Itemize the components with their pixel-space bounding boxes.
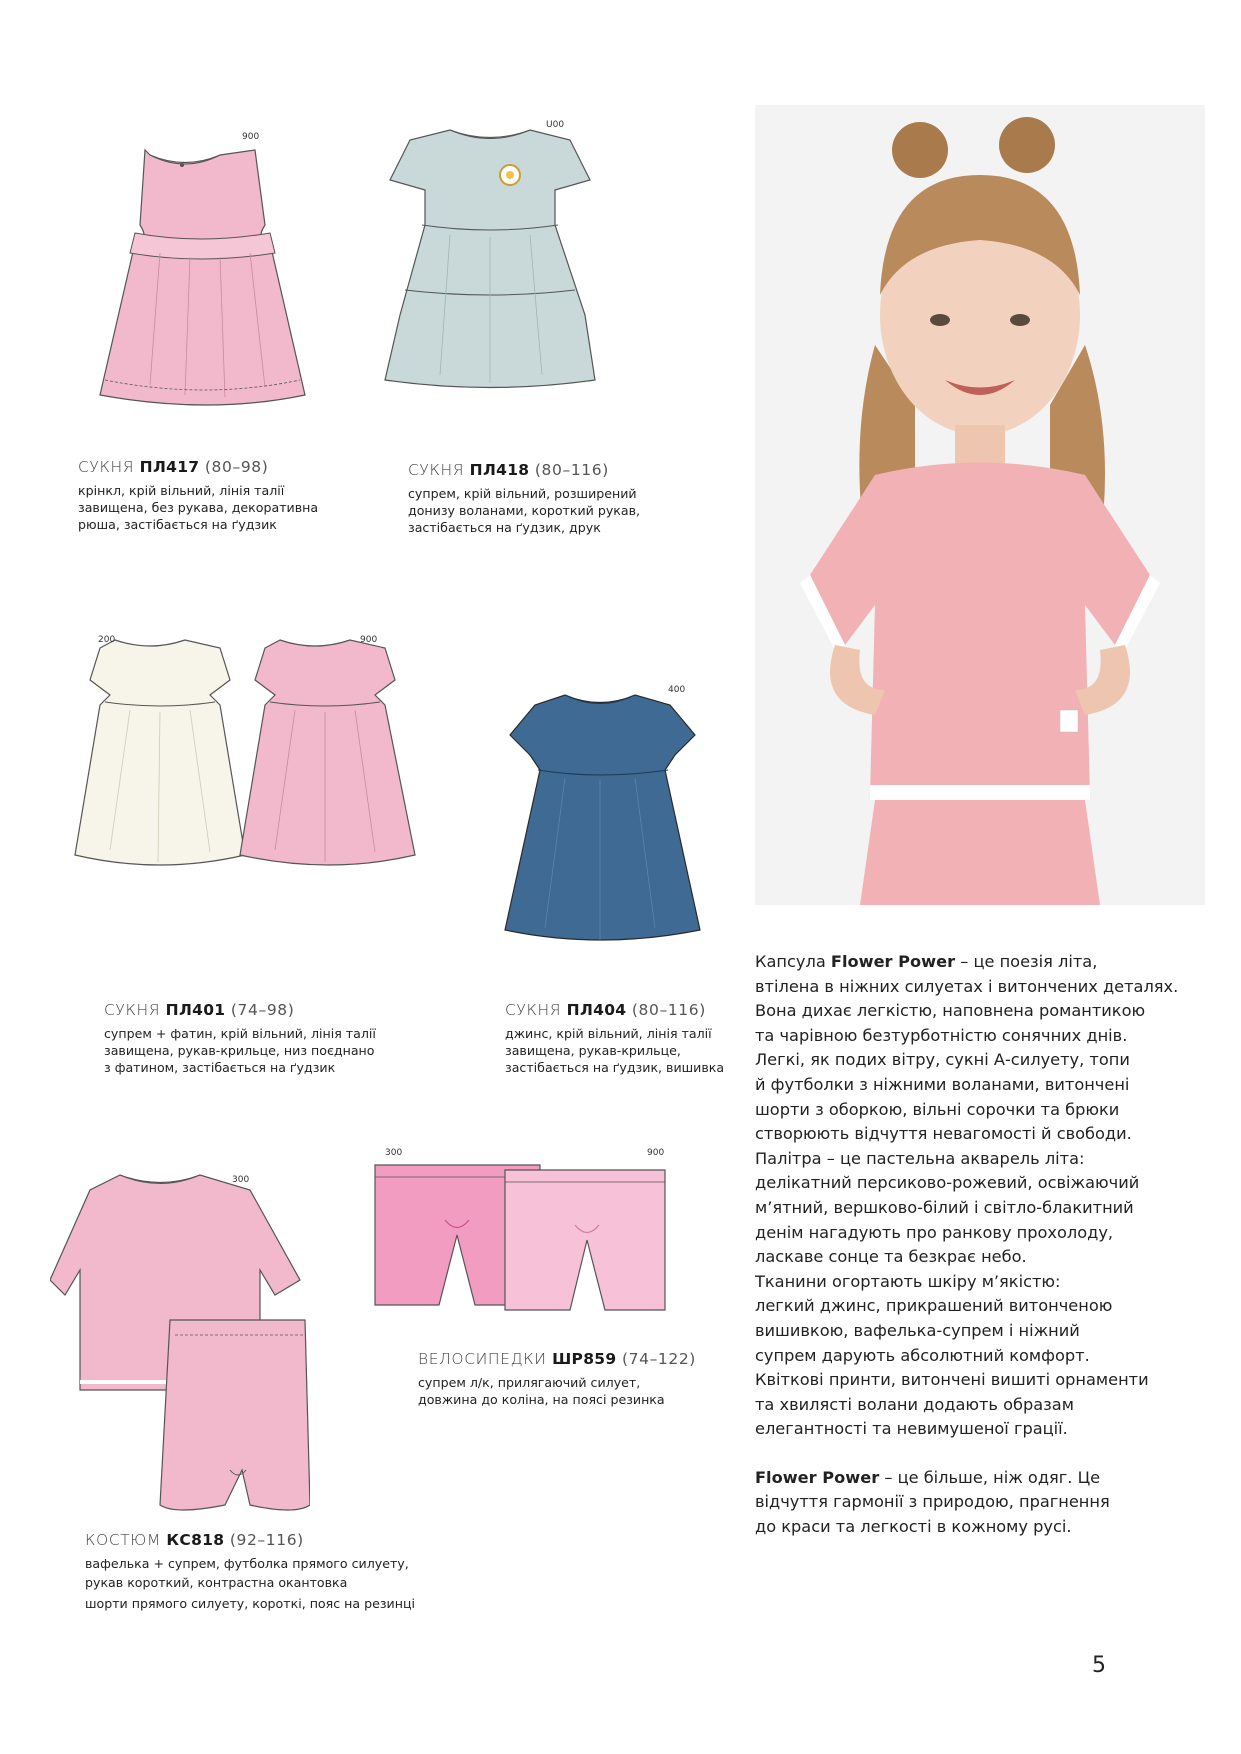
brand-name: Flower Power	[755, 1467, 880, 1487]
product-code: ПЛ417	[139, 458, 200, 476]
story-line: легкий джинс, прикрашений витонченою	[755, 1296, 1113, 1316]
sketch-suit-ks818	[50, 1170, 310, 1525]
desc-line: джинс, крій вільний, лінія талії	[505, 1026, 712, 1041]
paragraph-gap	[755, 1442, 1205, 1466]
brand-name: Flower Power	[830, 952, 956, 971]
story-line: Легкі, як подих вітру, сукні А-силуету, топи	[755, 1050, 1130, 1070]
desc-line: застібається на ґудзик, вишивка	[505, 1060, 725, 1075]
product-sizes: (80–116)	[631, 1001, 706, 1019]
sketch-dress-pl418	[370, 115, 610, 395]
story-line: супрем дарують абсолютний комфорт.	[755, 1345, 1090, 1365]
desc-line: донизу воланами, короткий рукав,	[408, 503, 641, 518]
desc-line: довжина до коліна, на поясі резинка	[418, 1392, 665, 1407]
product-caption-pl404	[505, 1001, 724, 1076]
desc-line: рукав короткий, контрастна окантовка	[85, 1574, 348, 1590]
girl-photo-illustration	[755, 105, 1205, 905]
product-code: ПЛ418	[469, 461, 530, 479]
size-tag: 300	[385, 1148, 403, 1158]
product-caption-pl401	[104, 1001, 376, 1076]
story-line: Вона дихає легкістю, наповнена романтикою	[755, 1001, 1146, 1021]
size-tag: 400	[668, 685, 686, 695]
product-description	[78, 482, 318, 533]
product-name: СУКНЯ	[78, 458, 135, 476]
story-line: денім нагадують про ранкову прохолоду,	[755, 1222, 1114, 1242]
product-name: КОСТЮМ	[85, 1531, 161, 1549]
capsule-description	[755, 950, 1205, 1540]
product-code: КС818	[166, 1531, 225, 1549]
product-title	[78, 458, 318, 476]
desc-line: застібається на ґудзик, друк	[408, 520, 601, 535]
product-name: СУКНЯ	[505, 1001, 562, 1019]
sketch-dress-pl404	[500, 680, 710, 955]
sketch-shorts-shr859	[365, 1125, 685, 1325]
story-line: та хвилясті волани додають образам	[755, 1394, 1074, 1414]
product-caption-shr859	[418, 1350, 696, 1408]
story-line: створюють відчуття невагомості й свободи.	[755, 1124, 1132, 1144]
product-caption-pl418	[408, 461, 640, 536]
story-line: ласкаве сонце та безкрає небо.	[755, 1247, 1027, 1267]
product-sizes: (74–122)	[622, 1350, 696, 1368]
size-tag: 900	[360, 635, 378, 645]
size-tag: 300	[232, 1175, 250, 1185]
story-line: й футболки з ніжними воланами, витончені	[755, 1074, 1130, 1094]
story-line: м’ятний, вершково-білий і світло-блакитний	[755, 1197, 1134, 1217]
story-line: делікатний персиково-рожевий, освіжаючий	[755, 1173, 1140, 1193]
size-tag: 200	[98, 635, 116, 645]
sketch-dress-pl417	[90, 125, 315, 430]
product-code: ШР859	[552, 1350, 617, 1368]
story-line: Палітра – це пастельна акварель літа:	[755, 1148, 1085, 1168]
story-text: Капсула	[755, 952, 831, 971]
product-caption-pl417	[78, 458, 318, 533]
desc-line: супрем л/к, прилягаючий силует,	[418, 1375, 641, 1390]
story-line: Квіткові принти, витончені вишиті орнаменти	[755, 1370, 1149, 1390]
product-description	[85, 1555, 415, 1614]
desc-line: шорти прямого силуету, короткі, пояс на резинці	[85, 1596, 416, 1611]
page-number: 5	[1092, 1653, 1106, 1678]
desc-line: завищена, рукав-крильце,	[505, 1043, 681, 1058]
product-title	[85, 1531, 415, 1549]
product-title	[104, 1001, 376, 1019]
product-sizes: (92–116)	[229, 1531, 304, 1549]
desc-line: вафелька + супрем, футболка прямого силуету,	[85, 1556, 409, 1571]
product-description	[104, 1025, 376, 1076]
product-name: СУКНЯ	[408, 461, 465, 479]
story-line	[755, 1466, 1205, 1491]
story-line: до краси та легкості в кожному русі.	[755, 1517, 1072, 1537]
product-name: ВЕЛОСИПЕДКИ	[418, 1350, 547, 1368]
product-name: СУКНЯ	[104, 1001, 161, 1019]
story-text: – це поезія літа,	[955, 952, 1098, 971]
story-text: – це більше, ніж одяг. Це	[879, 1467, 1101, 1487]
desc-line: завищена, рукав-крильце, низ поєднано	[104, 1043, 375, 1058]
story-line: шорти з оборкою, вільні сорочки та брюки	[755, 1099, 1120, 1119]
desc-line: супрем, крій вільний, розширений	[408, 486, 637, 501]
product-sizes: (80–98)	[204, 458, 269, 476]
desc-line: крінкл, крій вільний, лінія талії	[78, 483, 285, 498]
desc-line: супрем + фатин, крій вільний, лінія талії	[104, 1026, 376, 1041]
story-line: відчуття гармонії з природою, прагнення	[755, 1492, 1110, 1512]
story-line: Тканини огортають шкіру м’якістю:	[755, 1271, 1061, 1291]
story-line: елегантності та невимушеної грації.	[755, 1419, 1068, 1439]
size-tag: 900	[647, 1148, 665, 1158]
desc-line: завищена, без рукава, декоративна	[78, 500, 319, 515]
product-title	[505, 1001, 724, 1019]
desc-line: рюша, застібається на ґудзик	[78, 517, 277, 532]
size-tag: U00	[546, 120, 565, 130]
product-description	[505, 1025, 724, 1076]
sketch-dress-pl401	[70, 630, 420, 885]
story-line: втілена в ніжних силуетах і витончених деталях.	[755, 976, 1179, 996]
model-photo	[755, 105, 1205, 905]
story-line	[755, 950, 1205, 975]
story-line: вишивкою, вафелька-супрем і ніжний	[755, 1320, 1080, 1340]
product-sizes: (80–116)	[534, 461, 609, 479]
story-line: та чарівною безтурботністю сонячних днів.	[755, 1025, 1128, 1045]
desc-line: з фатином, застібається на ґудзик	[104, 1060, 336, 1075]
size-tag: 900	[242, 132, 260, 142]
product-code: ПЛ404	[566, 1001, 627, 1019]
product-sizes: (74–98)	[230, 1001, 295, 1019]
product-title	[408, 461, 640, 479]
product-description	[408, 485, 640, 536]
product-caption-ks818	[85, 1531, 415, 1614]
product-title	[418, 1350, 696, 1368]
product-description	[418, 1374, 696, 1408]
product-code: ПЛ401	[165, 1001, 226, 1019]
